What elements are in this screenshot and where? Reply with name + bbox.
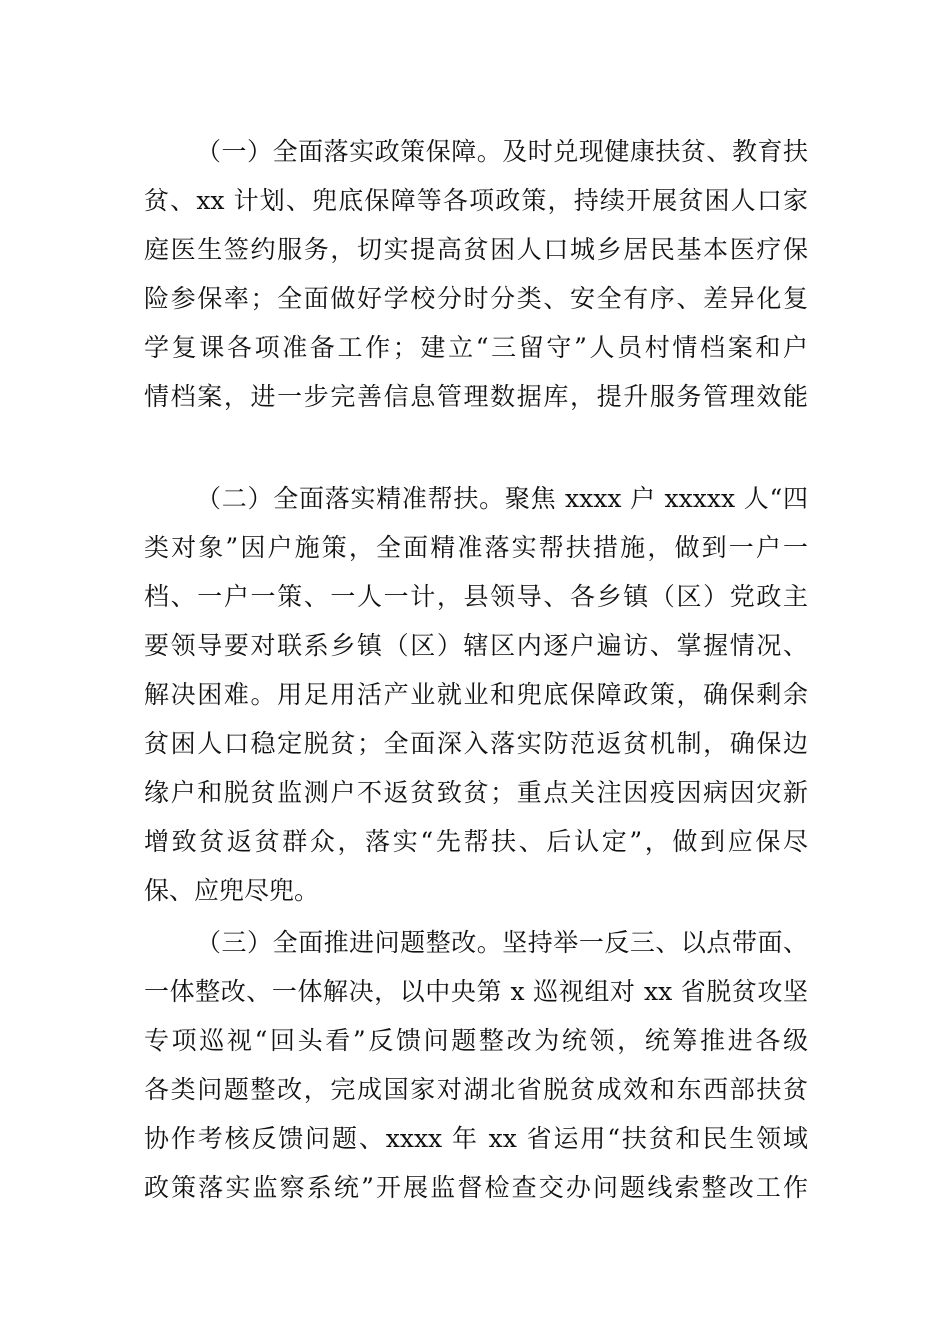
text-line: 各类问题整改，完成国家对湖北省脱贫成效和东西部扶贫 bbox=[144, 1075, 808, 1104]
text-line: 专项巡视“回头看”反馈问题整改为统领，统筹推进各级 bbox=[144, 1026, 808, 1055]
text-line: 贫困人口稳定脱贫；全面深入落实防范返贫机制，确保边 bbox=[144, 729, 808, 758]
text-line: （三）全面推进问题整改。坚持举一反三、以点带面、 bbox=[196, 928, 808, 957]
text-line: 贫、xx 计划、兜底保障等各项政策，持续开展贫困人口家 bbox=[144, 186, 808, 215]
text-line: 一体整改、一体解决，以中央第 x 巡视组对 xx 省脱贫攻坚 bbox=[144, 977, 808, 1006]
text-line: （一）全面落实政策保障。及时兑现健康扶贫、教育扶 bbox=[196, 137, 808, 166]
text-line: 解决困难。用足用活产业就业和兜底保障政策，确保剩余 bbox=[144, 680, 808, 709]
text-line: 保、应兜尽兜。 bbox=[144, 876, 320, 905]
text-line: 缘户和脱贫监测户不返贫致贫；重点关注因疫因病因灾新 bbox=[144, 778, 808, 807]
text-line: 险参保率；全面做好学校分时分类、安全有序、差异化复 bbox=[144, 284, 808, 313]
text-line: 类对象”因户施策，全面精准落实帮扶措施，做到一户一 bbox=[144, 533, 808, 562]
text-line: 情档案，进一步完善信息管理数据库，提升服务管理效能 bbox=[144, 382, 808, 411]
text-line: （二）全面落实精准帮扶。聚焦 xxxx 户 xxxxx 人“四 bbox=[196, 484, 808, 513]
text-line: 政策落实监察系统”开展监督检查交办问题线索整改工作 bbox=[144, 1173, 808, 1202]
text-line: 学复课各项准备工作；建立“三留守”人员村情档案和户 bbox=[144, 333, 808, 362]
text-line: 档、一户一策、一人一计，县领导、各乡镇（区）党政主 bbox=[144, 582, 808, 611]
text-line: 庭医生签约服务，切实提高贫困人口城乡居民基本医疗保 bbox=[144, 235, 808, 264]
text-line: 要领导要对联系乡镇（区）辖区内逐户遍访、掌握情况、 bbox=[144, 631, 808, 660]
text-line: 协作考核反馈问题、xxxx 年 xx 省运用“扶贫和民生领域 bbox=[144, 1124, 808, 1153]
text-line: 增致贫返贫群众，落实“先帮扶、后认定”，做到应保尽 bbox=[144, 827, 808, 856]
